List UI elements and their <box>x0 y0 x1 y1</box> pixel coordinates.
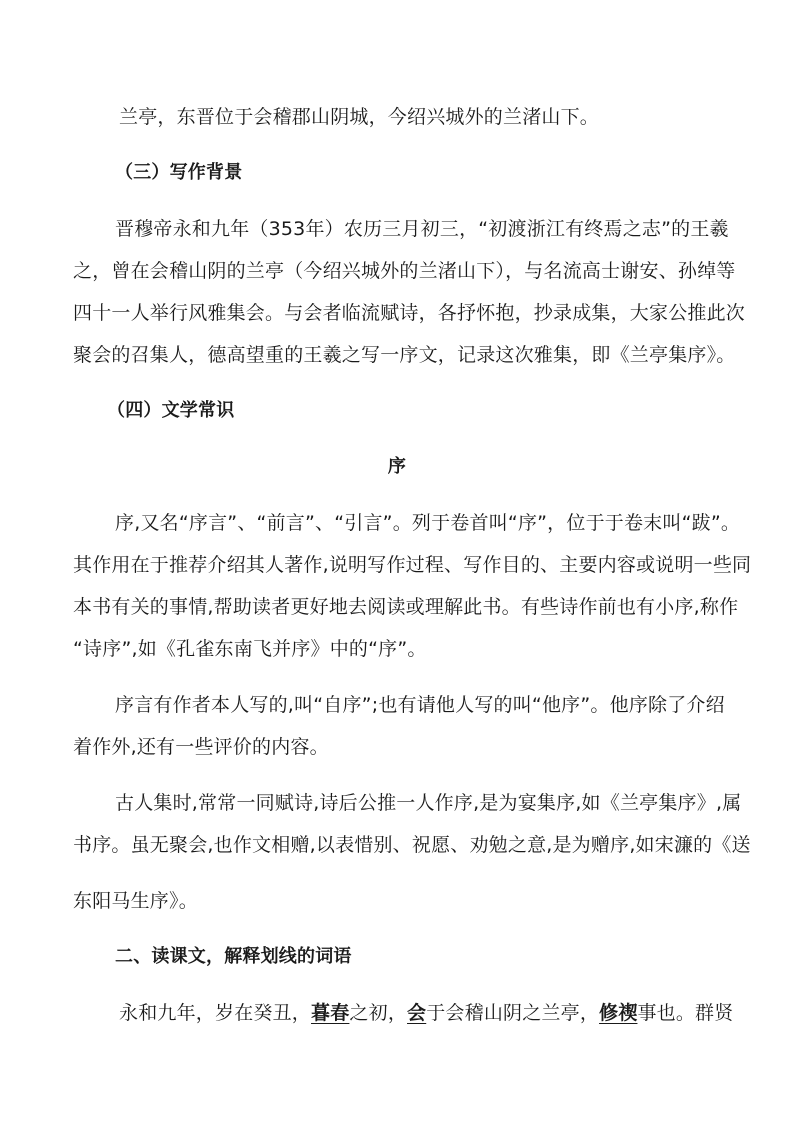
heading-read-text: 二、读课文，解释划线的词语 <box>115 946 352 967</box>
section-title-xu: 序 <box>387 456 407 477</box>
heading-literary-knowledge: （四）文学常识 <box>107 400 235 421</box>
xu-para1-line-1: 序,又名“序言”、“前言”、“引言”。列于卷首叫“序”，位于于卷末叫“跋”。 <box>115 512 741 534</box>
reading-segment: 事也。群贤 <box>637 1002 734 1024</box>
xu-para1-line-3: 本书有关的事情,帮助读者更好地去阅读或理解此书。有些诗作前也有小序,称作 <box>73 596 739 618</box>
underlined-word-hui: 会 <box>407 1002 427 1024</box>
background-line-3: 四十一人举行风雅集会。与会者临流赋诗，各抒怀抱，抄录成集，大家公推此次 <box>73 302 746 324</box>
reading-segment: 永和九年，岁在癸丑， <box>119 1002 312 1024</box>
xu-para1-line-4: “诗序”,如《孔雀东南飞并序》中的“序”。 <box>73 638 427 660</box>
underlined-word-muchun: 暮春 <box>311 1002 350 1024</box>
underlined-word-xiuxi: 修禊 <box>599 1002 638 1024</box>
xu-para2-line-1: 序言有作者本人写的,叫“自序”;也有请他人写的叫“他序”。他序除了介绍 <box>115 694 725 716</box>
paragraph-lanting: 兰亭，东晋位于会稽郡山阴城，今绍兴城外的兰渚山下。 <box>119 106 600 128</box>
heading-writing-background: （三）写作背景 <box>115 162 243 183</box>
reading-segment: 之初， <box>349 1002 408 1024</box>
background-line-2: 之，曾在会稽山阴的兰亭（今绍兴城外的兰渚山下），与名流高士谢安、孙绰等 <box>73 260 736 282</box>
xu-para2-line-2: 着作外,还有一些评价的内容。 <box>73 736 329 758</box>
xu-para3-line-2: 书序。虽无聚会,也作文相赠,以表惜别、祝愿、劝勉之意,是为赠序,如宋濂的《送 <box>73 834 751 856</box>
xu-para3-line-1: 古人集时,常常一同赋诗,诗后公推一人作序,是为宴集序,如《兰亭集序》,属 <box>115 792 742 814</box>
background-line-4: 聚会的召集人，德高望重的王羲之写一序文，记录这次雅集，即《兰亭集序》。 <box>73 344 736 366</box>
xu-para3-line-3: 东阳马生序》。 <box>73 890 198 912</box>
reading-line-1 <box>119 1001 769 1025</box>
background-line-1: 晋穆帝永和九年（353年）农历三月初三，“初渡浙江有终焉之志”的王羲 <box>115 218 729 240</box>
reading-segment: 于会稽山阴之兰亭， <box>426 1002 600 1024</box>
xu-para1-line-2: 其作用在于推荐介绍其人著作,说明写作过程、写作目的、主要内容或说明一些同 <box>73 554 752 576</box>
